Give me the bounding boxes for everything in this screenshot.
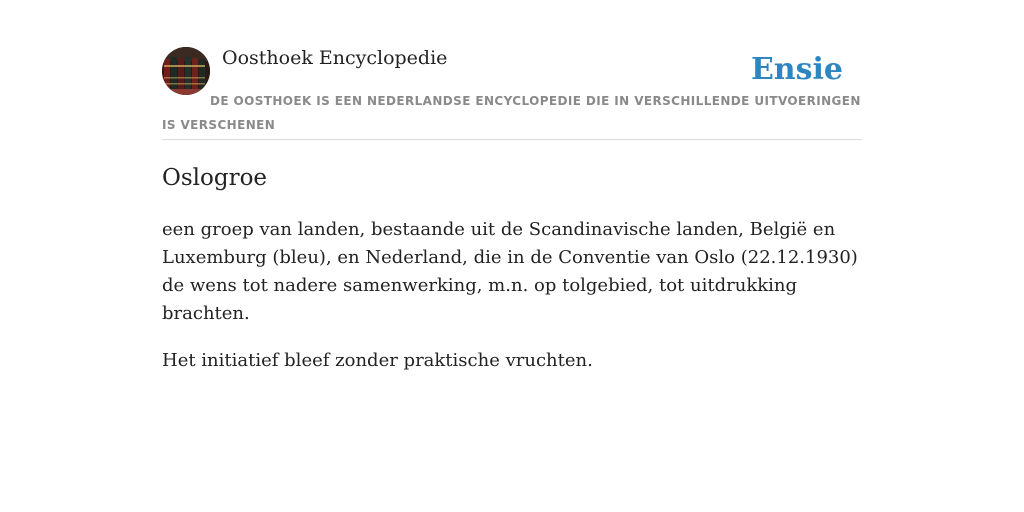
book-spines-icon <box>162 47 210 95</box>
page-container <box>162 0 862 512</box>
article-body <box>162 216 862 394</box>
site-tagline: DE OOSTHOEK IS EEN NEDERLANDSE ENCYCLOPEDIE DIE IN VERSCHILLENDE UITVOERINGEN IS VERSCHENEN <box>162 94 861 132</box>
source-avatar[interactable] <box>162 47 210 95</box>
article-paragraph: Het initiatief bleef zonder praktische vruchten. <box>162 350 593 371</box>
article-paragraph: een groep van landen, bestaande uit de Scandinavische landen, België en Luxemburg (bleu), en Nederland, die in de Conventie van Oslo (22.12.1930) de wens tot nadere samenwerking, m.n. op tolgebied, tot uitdrukking brachten. <box>162 219 858 324</box>
header-divider <box>162 139 862 140</box>
article-title: Oslogroe <box>162 165 268 191</box>
site-name[interactable]: Oosthoek Encyclopedie <box>222 47 448 69</box>
brand-logo-link[interactable]: Ensie <box>750 52 843 87</box>
